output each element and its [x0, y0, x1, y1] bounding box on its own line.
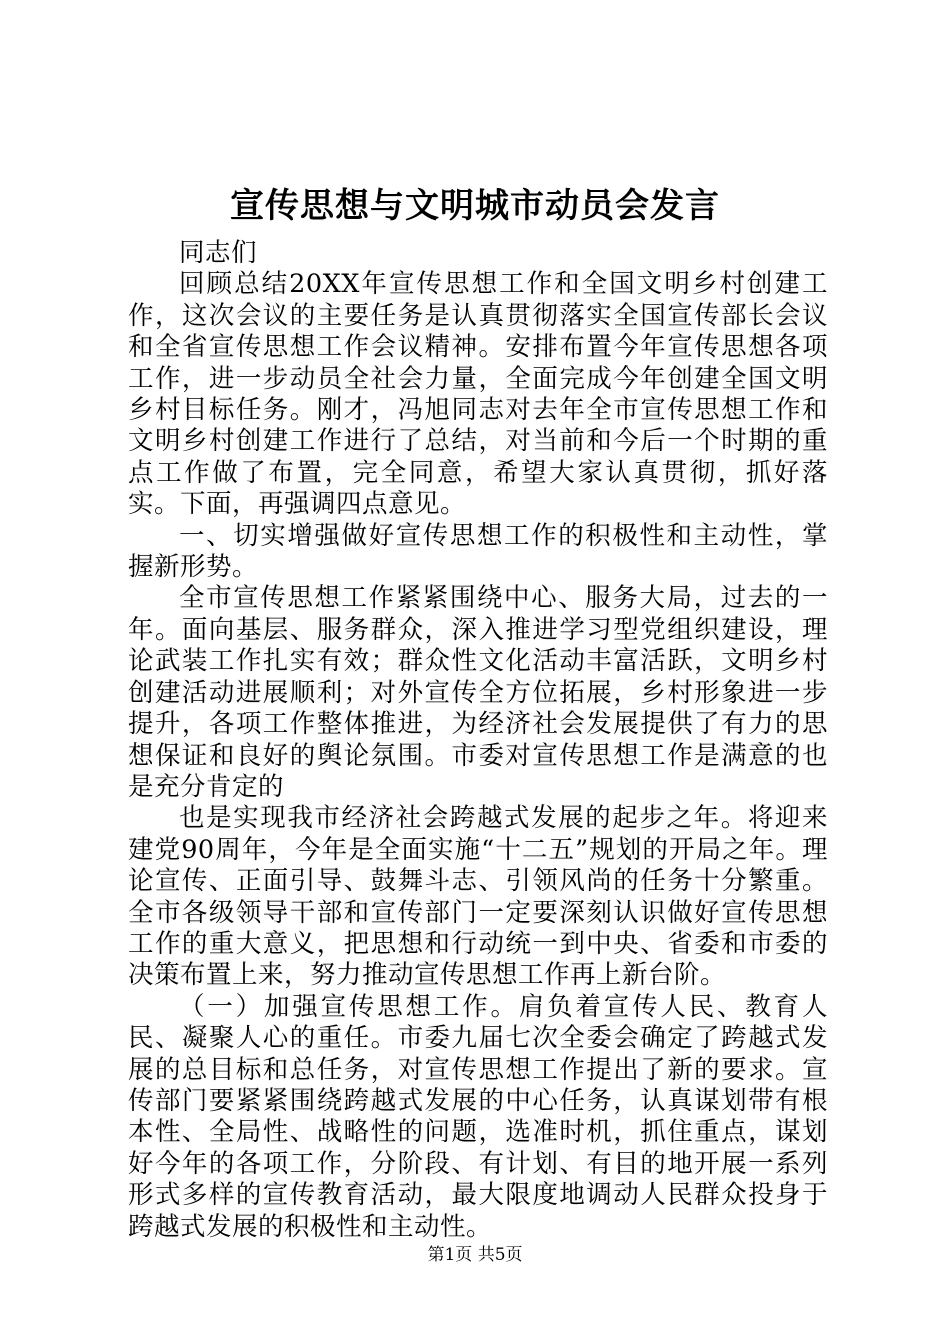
salutation-paragraph: 同志们 [179, 238, 258, 268]
document-title: 宣传思想与文明城市动员会发言 [230, 186, 720, 226]
body-paragraph: 回顾总结20XX年宣传思想工作和全国文明乡村创建工作，这次会议的主要任务是认真贯彻落实全国宣传部长会议和全省宣传思想工作会议精神。安排布置今年宣传思想各项工作，进一步动员全社会力量，全面完成今年创建全国文明乡村目标任务。刚才，冯旭同志对去年全市宣传思想工作和文明乡村创建工作进行了总结，对当前和今后一个时期的重点工作做了布置，完全同意，希望大家认真贯彻，抓好落实。下面，再强调四点意见。 [128, 269, 828, 520]
section-heading-paragraph: 一、切实增强做好宣传思想工作的积极性和主动性，掌握新形势。 [128, 520, 828, 583]
page-number-footer: 第1页 共5页 [427, 1245, 523, 1265]
body-paragraph: （一）加强宣传思想工作。肩负着宣传人民、教育人民、凝聚人心的重任。市委九届七次全委会确定了跨越式发展的总目标和总任务，对宣传思想工作提出了新的要求。宣传部门要紧紧围绕跨越式发展的中心任务，认真谋划带有根本性、全局性、战略性的问题，选准时机，抓住重点，谋划好今年的各项工作，分阶段、有计划、有目的地开展一系列形式多样的宣传教育活动，最大限度地调动人民群众投身于跨越式发展的积极性和主动性。 [128, 991, 828, 1242]
body-paragraph: 全市宣传思想工作紧紧围绕中心、服务大局，过去的一年。面向基层、服务群众，深入推进学习型党组织建设，理论武装工作扎实有效；群众性文化活动丰富活跃，文明乡村创建活动进展顺利；对外宣传全方位拓展，乡村形象进一步提升，各项工作整体推进，为经济社会发展提供了有力的思想保证和良好的舆论氛围。市委对宣传思想工作是满意的也是充分肯定的 [128, 583, 828, 802]
document-body [128, 238, 828, 1243]
body-paragraph: 也是实现我市经济社会跨越式发展的起步之年。将迎来建党90周年，今年是全面实施“十二五”规划的开局之年。理论宣传、正面引导、鼓舞斗志、引领风尚的任务十分繁重。全市各级领导干部和宣传部门一定要深刻认识做好宣传思想工作的重大意义，把思想和行动统一到中央、省委和市委的决策布置上来，努力推动宣传思想工作再上新台阶。 [128, 803, 828, 991]
